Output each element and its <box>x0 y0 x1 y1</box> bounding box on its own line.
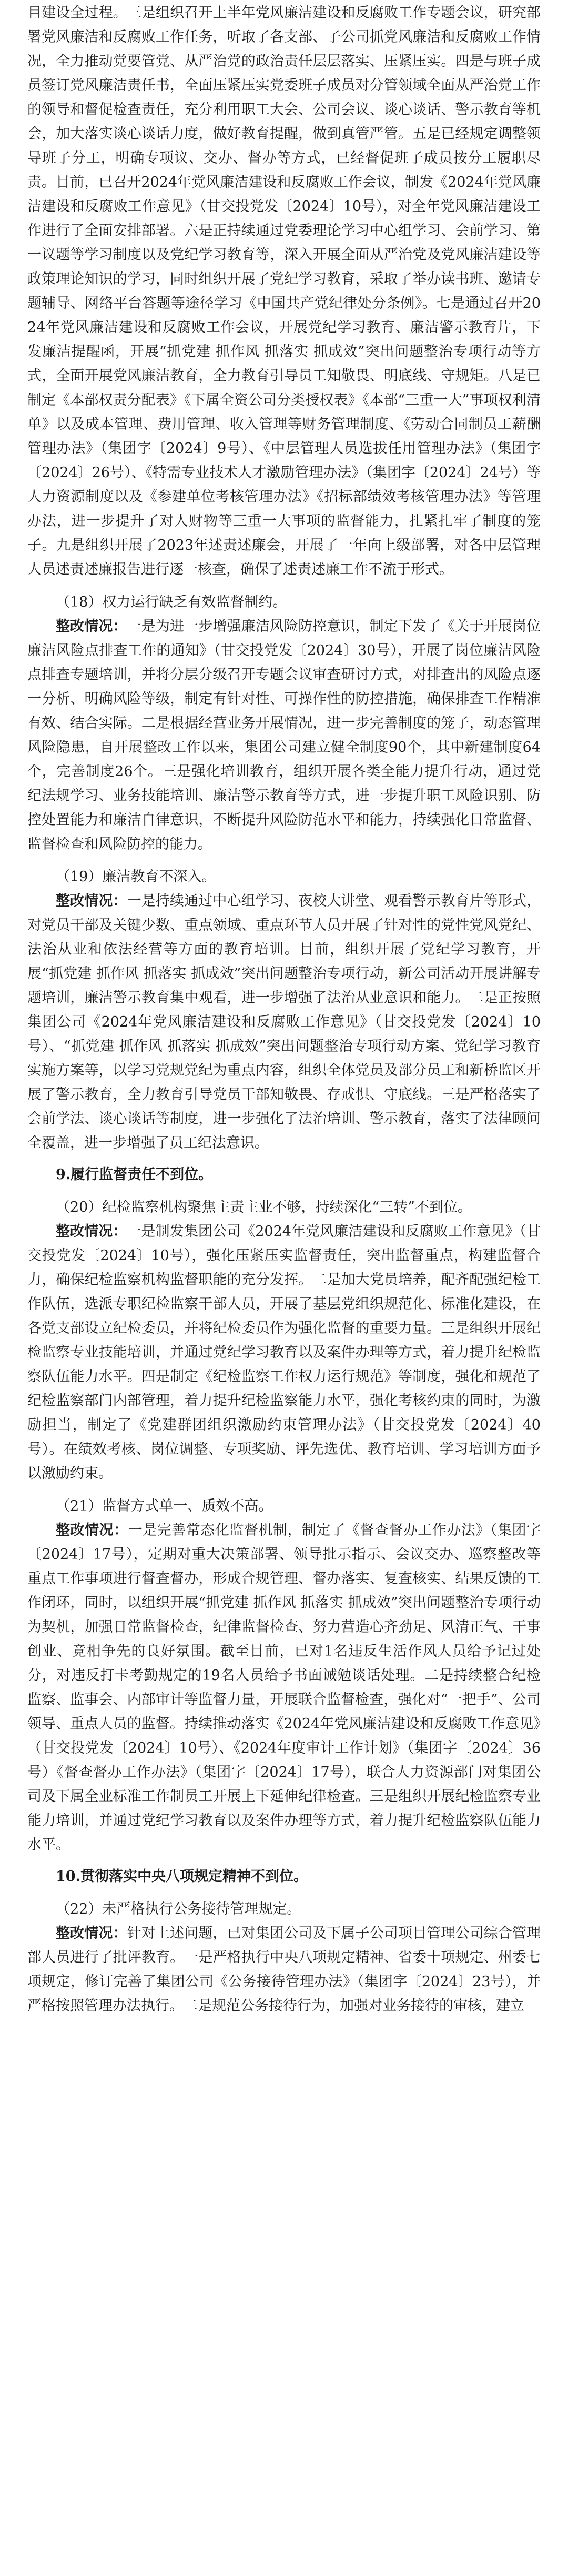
item-19-rectification <box>27 889 541 1155</box>
item-18-title: （18）权力运行缺乏有效监督制约。 <box>56 594 287 610</box>
rectification-lead: 整改情况： <box>56 618 127 635</box>
rectification-body: 针对上述问题，已对集团公司及下属子公司项目管理公司综合管理部人员进行了批评教育。一是严格执行中央八项规定精神、省委十项规定、州委七项规定，修订完善了集团公司《公务接待管理办法》（集团字〔2024〕23号），并严格按照管理办法执行。二是规范公务接待行为，加强对业务接待的审核，建立 <box>27 1925 541 2014</box>
rectification-body: 一是为进一步增强廉洁风险防控意识，制定下发了《关于开展岗位廉洁风险点排查工作的通知》（甘交投党发〔2024〕30号），开展了岗位廉洁风险点排查专题培训，并将分层分级召开专题会议审查研讨方式，对排查出的风险点逐一分析、明确风险等级，制定有针对性、可操作性的防控措施，确保排查工作精准有效、结合实际。二是根据经营业务开展情况，进一步完善制度的笼子，动态管理风险隐患，自开展整改工作以来，集团公司建立健全制度90个，其中新建制度64个，完善制度26个。三是强化培训教育，组织开展各类全能力提升行动，通过党纪法规学习、业务技能培训、廉洁警示教育等方式，进一步提升职工风险识别、防控处置能力和廉洁自律意识，不断提升风险防范水平和能力，持续强化日常监督、监督检查和风险防控的能力。 <box>27 618 541 852</box>
item-22-title: （22）未严格执行公务接待管理规定。 <box>56 1901 301 1917</box>
rectification-lead: 整改情况： <box>56 1522 128 1538</box>
rectification-lead: 整改情况： <box>56 893 127 909</box>
item-19-title: （19）廉洁教育不深入。 <box>56 869 216 885</box>
item-20-title: （20）纪检监察机构聚焦主责主业不够，持续深化“三转”不到位。 <box>56 1199 472 1215</box>
item-21-rectification <box>27 1518 541 1857</box>
rectification-body: 一是完善常态化监督机制，制定了《督查督办工作办法》（集团字〔2024〕17号），定期对重大决策部署、领导批示指示、会议交办、巡察整改等重点工作事项进行督查督办，形成合规管理、督办落实、复查核实、结果反馈的工作闭环，同时，以组织开展“抓党建 抓作风 抓落实 抓成效”突出问题整治专项行动为契机，加强日常监督检查，纪律监督检查、努力营造心齐劲足、风清正气、干事创业、竞相争先的良好氛围。截至目前，已对1名违反生活作风人员给予记过处分，对违反打卡考勤规定的19名人员给予书面诫勉谈话处理。二是持续整合纪检监察、监事会、内部审计等监督力量，开展联合监督检查，强化对“一把手”、公司领导、重点人员的监督。持续推动落实《2024年党风廉洁建设和反腐败工作意见》（甘交投党发〔2024〕10号）、《2024年度审计工作计划》（集团字〔2024〕36号）《督查督办工作办法》（集团字〔2024〕17号），联合人力资源部门对集团公司及下属全业标准工作制员工开展上下延伸纪律检查。三是组织开展纪检监察专业能力培训，并通过党纪学习教育以及案件办理等方式，着力提升纪检监察队伍能力水平。 <box>27 1522 541 1853</box>
section-9-heading: 9.履行监督责任不到位。 <box>56 1166 213 1183</box>
paragraph-continuation: 目建设全过程。三是组织召开上半年党风廉洁建设和反腐败工作专题会议，研究部署党风廉洁和反腐败工作任务，听取了各支部、子公司抓党风廉洁和反腐败工作情况，全力推动党要管党、从严治党的政治责任层层落实、压紧压实。四是与班子成员签订党风廉洁责任书，全面压紧压实党委班子成员对分管领域全面从严治党工作的领导和督促检查责任，充分利用职工大会、公司会议、谈心谈话、警示教育等机会，加大落实谈心谈话力度，做好教育提醒，做到真管严管。五是已经规定调整领导班子分工，明确专项议、交办、督办等方式，已经督促班子成员按分工履职尽责。目前，已召开2024年党风廉洁建设和反腐败工作会议，制发《2024年党风廉洁建设和反腐败工作意见》（甘交投党发〔2024〕10号），对全年党风廉洁建设工作进行了全面安排部署。六是正持续通过党委理论学习中心组学习、会前学习、第一议题等学习制度以及党纪学习教育等，深入开展全面从严治党及党风廉洁建设等政策理论知识的学习，同时组织开展了党纪学习教育，采取了举办读书班、邀请专题辅导、网络平台答题等途径学习《中国共产党纪律处分条例》。七是通过召开2024年党风廉洁建设和反腐败工作会议，开展党纪学习教育、廉洁警示教育片，下发廉洁提醒函，开展“抓党建 抓作风 抓落实 抓成效”突出问题整治专项行动等方式，全面开展党风廉洁教育，全力教育引导员工知敬畏、明底线、守规矩。八是已制定《本部权责分配表》《下属全资公司分类授权表》《本部“三重一大”事项权利清单》以及成本管理、费用管理、收入管理等财务管理制度、《劳动合同制员工薪酬管理办法》（集团字〔2024〕9号）、《中层管理人员选拔任用管理办法》（集团字〔2024〕26号）、《特需专业技术人才激励管理办法》（集团字〔2024〕24号）等人力资源制度以及《参建单位考核管理办法》《招标部绩效考核管理办法》等管理办法，进一步提升了对人财物等三重一大事项的监督能力，扎紧扎牢了制度的笼子。九是组织开展了2023年述责述廉会，开展了一年向上级部署，对各中层管理人员述责述廉报告进行逐一核查，确保了述责述廉工作不流于形式。 <box>27 5 541 578</box>
item-21-title: （21）监督方式单一、质效不高。 <box>56 1498 273 1514</box>
item-20-rectification <box>27 1220 541 1486</box>
item-22-rectification <box>27 1921 541 2018</box>
item-18-rectification <box>27 615 541 857</box>
rectification-lead: 整改情况： <box>56 1223 127 1240</box>
rectification-body: 一是持续通过中心组学习、夜校大讲堂、观看警示教育片等形式，对党员干部及关键少数、重点领域、重点环节人员开展了针对性的党性党风党纪、法治从业和依法经营等方面的教育培训。目前，组织开展了党纪学习教育，开展“抓党建 抓作风 抓落实 抓成效”突出问题整治专项行动，新公司活动开展讲解专题培训，廉洁警示教育集中观看，进一步增强了法治从业意识和能力。二是正按照集团公司《2024年党风廉洁建设和反腐败工作意见》（甘交投党发〔2024〕10号）、“抓党建 抓作风 抓落实 抓成效”突出问题整治专项行动方案、党纪学习教育实施方案等，以学习党规党纪为重点内容，组织全体党员及部分员工和新桥监区开展了警示教育，全力教育引导党员干部知敬畏、存戒惧、守底线。三是严格落实了会前学法、谈心谈话等制度，进一步强化了法治培训、警示教育，落实了法律顾问全覆盖，进一步增强了员工纪法意识。 <box>27 893 541 1151</box>
section-10-heading: 10.贯彻落实中央八项规定精神不到位。 <box>56 1868 308 1885</box>
rectification-lead: 整改情况： <box>56 1925 127 1941</box>
rectification-body: 一是制发集团公司《2024年党风廉洁建设和反腐败工作意见》（甘交投党发〔2024〕10号），强化压紧压实监督责任，突出监督重点，构建监督合力，确保纪检监察机构监督职能的充分发挥。二是加大党员培养，配齐配强纪检工作队伍，选派专职纪检监察干部人员，开展了基层党组织规范化、标准化建设，在各党支部设立纪检委员，并将纪检委员作为强化监督的重要力量。三是组织开展纪检监察专业技能培训，并通过党纪学习教育以及案件办理等方式，着力提升纪检监察队伍能力水平。四是制定《纪检监察工作权力运行规范》等制度，强化和规范了纪检监察部门内部管理，着力提升纪检监察能力水平，强化考核约束的同时，为激励担当，制定了《党建群团组织激励约束管理办法》（甘交投党发〔2024〕40号）。在绩效考核、岗位调整、专项奖励、评先选优、教育培训、学习培训方面予以激励约束。 <box>27 1223 541 1482</box>
